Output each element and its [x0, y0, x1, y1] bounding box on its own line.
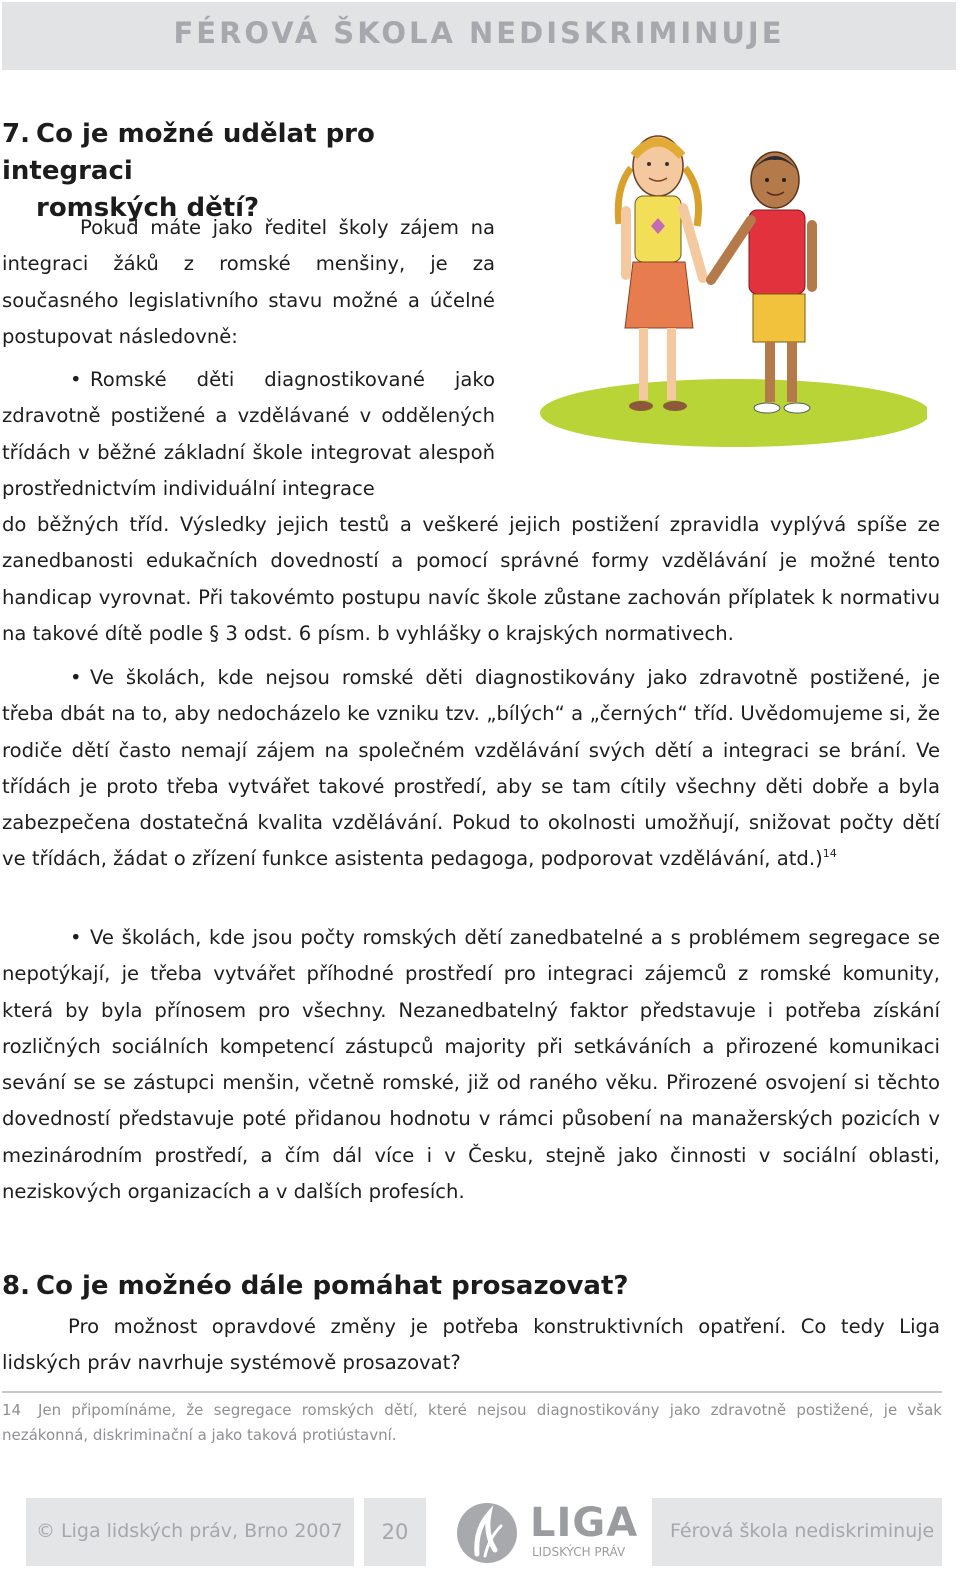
bullet-1-marker: • — [70, 368, 82, 391]
footnote-ref-14[interactable]: 14 — [822, 847, 837, 861]
liga-logo-subtitle: LIDSKÝCH PRÁV — [532, 1545, 626, 1559]
section-8-title: Co je možnéo dále pomáhat prosazovat? — [36, 1271, 629, 1301]
bullet-1-continuation: do běžných tříd. Výsledky jejich testů a veškeré jejich postižení zpravidla vyplývá spíše ze zanedbanosti edukačních dovedností a pomocí správné formy vzdělávání je možné tento handicap vyrovnat. Při takovémto postupu navíc škole zůstane zachován příplatek k normativu na takové dítě podle § 3 odst. 6 písm. b vyhlášky o krajských normativech. — [2, 513, 940, 645]
section-8-text: Pro možnost opravdové změny je potřeba konstruktivních opatření. Co tedy Liga lidských práv navrhuje systémově prosazovat? — [2, 1315, 940, 1375]
section-8-heading — [2, 1268, 902, 1305]
boy-figure — [711, 152, 817, 413]
bullet-3-marker: • — [70, 926, 82, 949]
footer-copyright: © Liga lidských práv, Brno 2007 — [36, 1520, 343, 1542]
section-7-number: 7. — [2, 119, 30, 149]
liga-logo-word: LIGA — [530, 1500, 639, 1546]
liga-logo-icon — [455, 1500, 519, 1566]
footnote — [2, 1398, 942, 1448]
bullet-3 — [2, 920, 940, 1210]
children-holding-hands-illustration — [535, 128, 927, 458]
footer-publication-title: Férová škola nediskriminuje — [670, 1520, 935, 1542]
section-7-title-line2: romských dětí? — [36, 193, 260, 223]
footnote-divider — [2, 1391, 942, 1393]
bullet-3-text: Ve školách, kde jsou počty romských dětí zanedbatelné a s problémem segregace se nepotýkají, je třeba vytvářet příhodné prostředí pro integraci zájemců z romské komunity, která by byla přínosem pro všechny. Nezanedbatelný faktor představuje i potřeba získání rozličných sociálních kompetencí zástupců majority při setkáváních a přirozené komunikaci sevání se se zástupci menšin, včetně romské, již od raného věku. Přirozené osvojení si těchto dovedností představuje poté přidanou hodnotu v rámci působení na manažerských pozicích v mezinárodním prostředí, a čím dál více i v Česku, stejně jako činnosti v sociální oblasti, neziskových organizacích a v dalších profesích. — [2, 926, 940, 1204]
grass-patch — [540, 379, 927, 447]
footnote-number: 14 — [2, 1401, 22, 1419]
page-number: 20 — [381, 1520, 409, 1544]
section-7-title-line1: Co je možné udělat pro integraci — [2, 119, 375, 186]
bullet-1-text-start: Romské děti diagnostikované jako zdravotně postižené a vzdělávané v oddělených třídách v běžné základní škole integrovat alespoň prostřednictvím individuální integrace — [2, 368, 495, 500]
bullet-1 — [2, 362, 495, 507]
girl-figure — [618, 136, 703, 411]
footnote-text: Jen připomínáme, že segregace romských dětí, které nejsou diagnostikovány jako zdravotně postižené, je však nezákonná, diskriminační a jako taková protiústavní. — [2, 1401, 942, 1444]
section-8-number: 8. — [2, 1271, 30, 1301]
header-band — [2, 2, 956, 70]
bullet-2-marker: • — [70, 666, 82, 689]
bullet-2 — [2, 660, 940, 878]
bullet-2-text: Ve školách, kde nejsou romské děti diagnostikovány jako zdravotně postižené, je třeba dbát na to, aby nedocházelo ke vzniku tzv. „bílých“ a „černých“ tříd. Uvědomujeme si, že rodiče dětí často nemají zájem na společném vzdělávání svých dětí a integraci se brání. Ve třídách je proto třeba vytvářet takové prostředí, aby se tam cítily všechny děti dobře a byla zabezpečena dostatečná kvalita vzdělávání. Pokud to okolnosti umožňují, snižovat počty dětí ve třídách, žádat o zřízení funkce asistenta pedagoga, podporovat vzdělávání, atd.) — [2, 666, 940, 871]
section-7-intro: Pokud máte jako ředitel školy zájem na integraci žáků z romské menšiny, je za současného legislativního stavu možné a účelné postupovat následovně: — [2, 216, 495, 348]
running-header-title: FÉROVÁ ŠKOLA NEDISKRIMINUJE — [173, 16, 785, 50]
